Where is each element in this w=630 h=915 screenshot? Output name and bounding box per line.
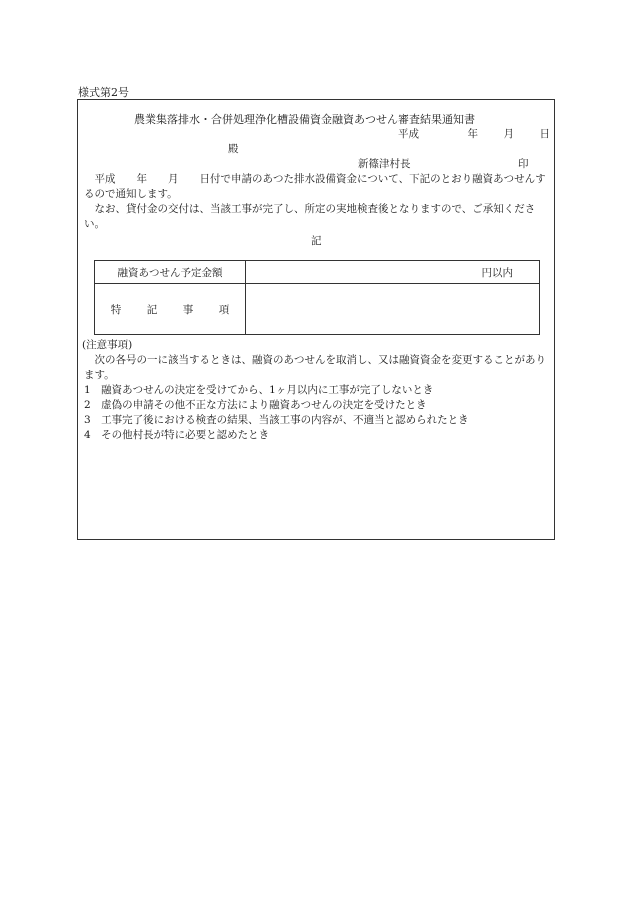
form-number: 様式第2号 bbox=[78, 86, 129, 99]
amount-unit: 円以内 bbox=[246, 261, 540, 284]
date-year: 年 bbox=[467, 128, 478, 140]
date-line bbox=[398, 127, 550, 142]
date-month: 月 bbox=[503, 128, 514, 140]
remarks-row bbox=[95, 284, 540, 335]
remarks-char-1: 特 bbox=[110, 303, 122, 316]
remarks-label bbox=[95, 284, 246, 335]
notes-heading: (注意事項) bbox=[82, 339, 133, 351]
sender bbox=[358, 157, 529, 172]
ki-mark: 記 bbox=[311, 235, 322, 247]
date-day: 日 bbox=[539, 128, 550, 140]
remarks-cell bbox=[246, 284, 540, 335]
date-era: 平成 bbox=[398, 128, 419, 140]
seal-mark: 印 bbox=[518, 158, 529, 170]
notes-item: 2 虚偽の申請その他不正な方法により融資あつせんの決定を受けたとき bbox=[84, 399, 427, 411]
notice-frame bbox=[77, 99, 555, 540]
notes-item: 4 その他村長が特に必要と認めたとき bbox=[84, 429, 270, 441]
notes-item: 3 工事完了後における検査の結果、当該工事の内容が、不適当と認められたとき bbox=[84, 414, 469, 426]
body-paragraph-2: なお、貸付金の交付は、当該工事が完了し、所定の実地検査後となりますので、ご承知ください。 bbox=[84, 203, 536, 230]
notes-item: 1 融資あつせんの決定を受けてから、1ヶ月以内に工事が完了しないとき bbox=[84, 384, 434, 396]
document-title: 農業集落排水・合併処理浄化槽設備資金融資あつせん審査結果通知書 bbox=[134, 113, 475, 126]
amount-row bbox=[95, 261, 540, 284]
sender-name: 新篠津村長 bbox=[358, 158, 411, 170]
remarks-char-4: 項 bbox=[218, 303, 230, 316]
notes-intro: 次の各号の一に該当するときは、融資のあつせんを取消し、又は融資資金を変更することがあります。 bbox=[84, 354, 546, 381]
amount-label: 融資あつせん予定金額 bbox=[95, 261, 246, 284]
remarks-char-3: 事 bbox=[182, 303, 194, 316]
fund-table bbox=[94, 260, 540, 335]
addressee: 殿 bbox=[228, 143, 239, 155]
remarks-char-2: 記 bbox=[146, 303, 158, 316]
body-paragraph-1: 平成 年 月 日付で申請のあつた排水設備資金について、下記のとおり融資あつせんするので通知します。 bbox=[84, 173, 546, 200]
